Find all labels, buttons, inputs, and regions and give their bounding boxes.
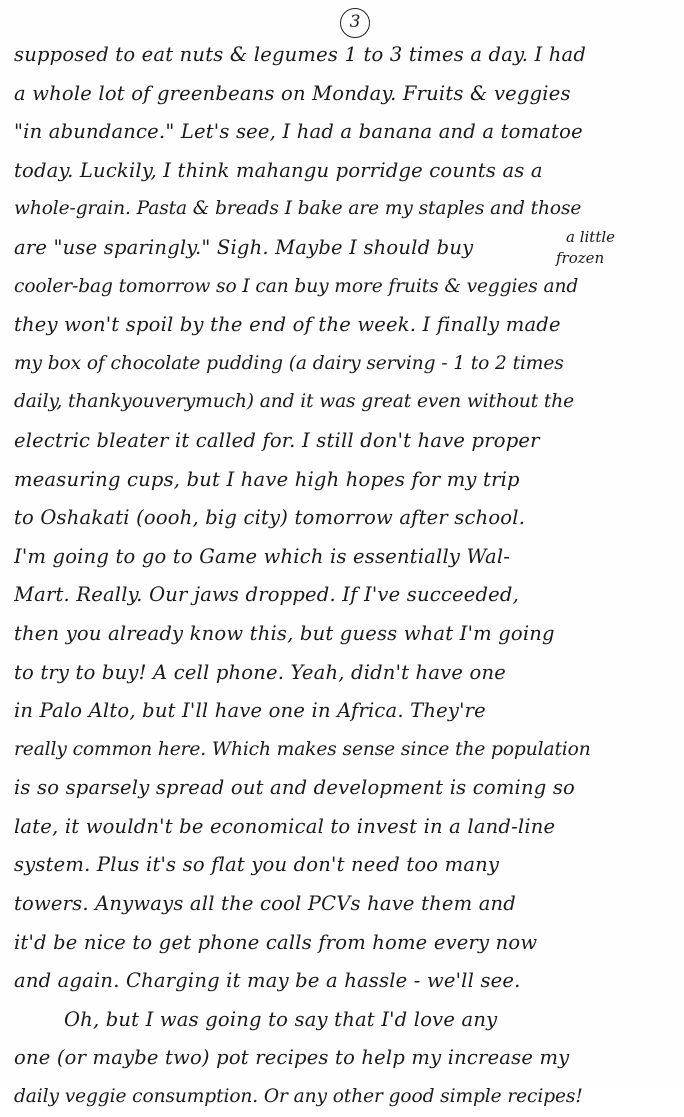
text-line-24: it'd be nice to get phone calls from home every now — [14, 930, 538, 954]
text-line-22: system. Plus it's so flat you don't need too many — [14, 853, 500, 877]
insert-a-little: a little — [566, 228, 616, 246]
text-line-6: are "use sparingly." Sigh. Maybe I should buy — [14, 235, 474, 259]
text-line-12: measuring cups, but I have high hopes for my trip — [14, 467, 520, 491]
text-line-28: daily veggie consumption. Or any other good simple recipes! — [14, 1086, 583, 1108]
insert-frozen: frozen — [556, 249, 605, 267]
text-line-4: today. Luckily, I think mahangu porridge counts as a — [14, 158, 543, 182]
page-number: 3 — [340, 8, 370, 38]
text-line-2: a whole lot of greenbeans on Monday. Fruits & veggies — [14, 81, 571, 105]
text-line-20: is so sparsely spread out and development is coming so — [14, 776, 575, 800]
text-line-5: whole-grain. Pasta & breads I bake are my staples and those — [14, 198, 582, 220]
text-line-26: Oh, but I was going to say that I'd love any — [64, 1007, 498, 1031]
text-line-21: late, it wouldn't be economical to invest in a land-line — [14, 814, 556, 838]
text-line-23: towers. Anyways all the cool PCVs have them and — [14, 892, 516, 916]
text-line-7: cooler-bag tomorrow so I can buy more fruits & veggies and — [14, 275, 579, 297]
text-line-14: I'm going to go to Game which is essentially Wal- — [14, 544, 511, 568]
text-line-17: to try to buy! A cell phone. Yeah, didn't have one — [14, 660, 506, 684]
text-line-8: they won't spoil by the end of the week. I finally made — [14, 313, 561, 337]
text-line-25: and again. Charging it may be a hassle - we'll see. — [14, 969, 521, 993]
text-line-9: my box of chocolate pudding (a dairy serving - 1 to 2 times — [14, 352, 564, 374]
text-line-18: in Palo Alto, but I'll have one in Africa. They're — [14, 699, 486, 723]
text-line-27: one (or maybe two) pot recipes to help my increase my — [14, 1046, 570, 1070]
text-line-1: supposed to eat nuts & legumes 1 to 3 times a day. I had — [14, 43, 587, 66]
text-line-13: to Oshakati (oooh, big city) tomorrow after school. — [14, 506, 526, 530]
text-line-3: "in abundance." Let's see, I had a banana and a tomatoe — [14, 120, 583, 144]
text-line-10: daily, thankyouverymuch) and it was great even without the — [14, 391, 575, 413]
text-line-15: Mart. Really. Our jaws dropped. If I've succeeded, — [14, 583, 519, 607]
text-line-11: electric bleater it called for. I still don't have proper — [14, 428, 540, 452]
text-line-19: really common here. Which makes sense since the population — [14, 738, 591, 760]
text-line-16: then you already know this, but guess what I'm going — [14, 621, 555, 645]
handwritten-body — [14, 36, 674, 1117]
